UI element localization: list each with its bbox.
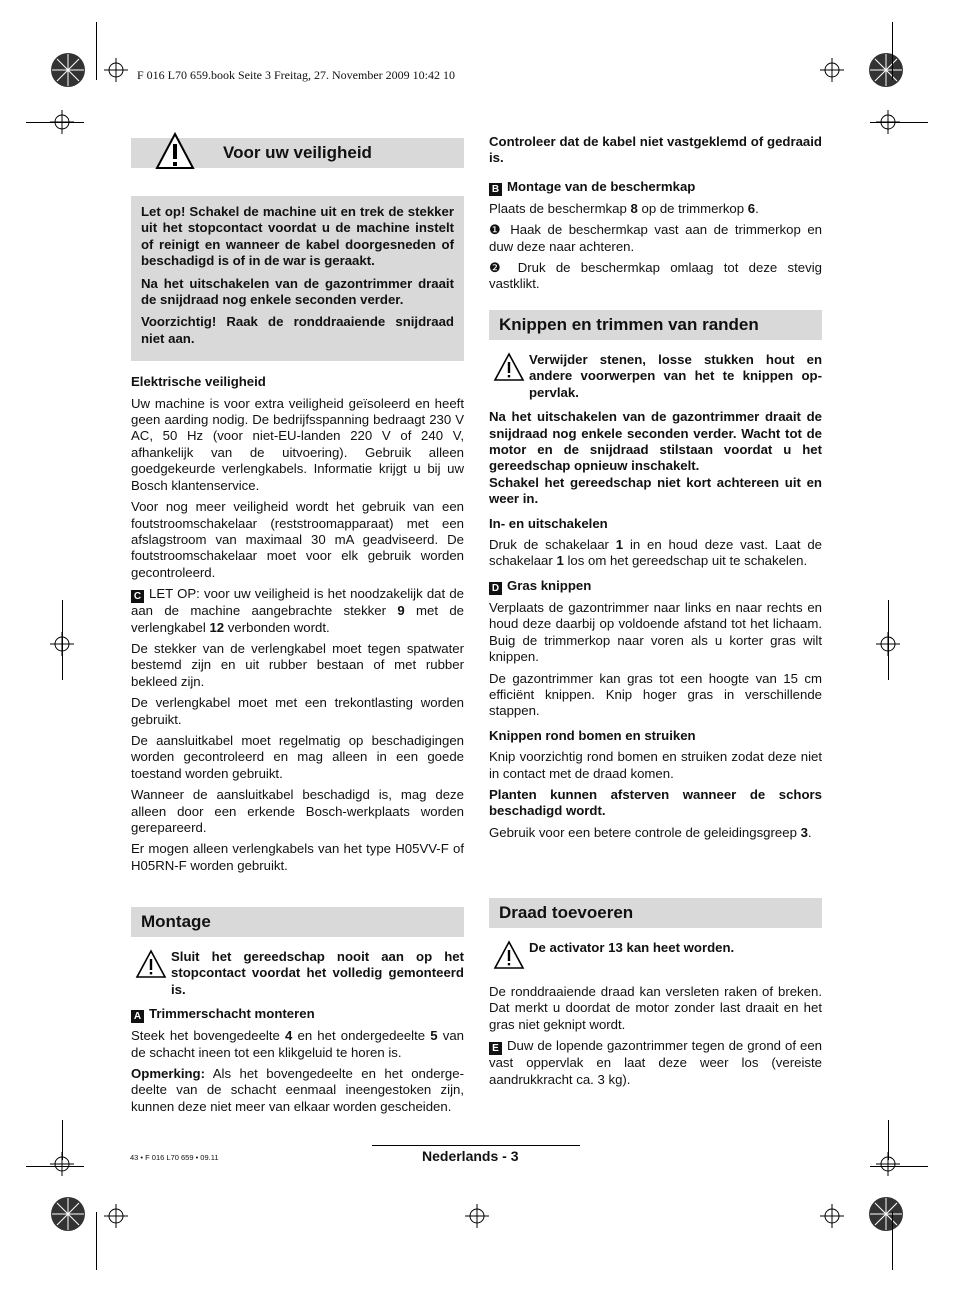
- warning-text: De activator 13 kan heet worden.: [529, 940, 735, 955]
- warning-row: [131, 949, 464, 998]
- paragraph: Druk de schakelaar 1 in en houd deze vast. Laat de schakelaar 1 los om het gereedschap uit te schakelen.: [489, 537, 822, 569]
- section-title: Draad toevoeren: [499, 903, 634, 922]
- figure-ref-badge: C: [131, 590, 144, 603]
- paragraph: ❶ Haak de beschermkap vast aan de trimmerkop en duw deze naar achteren.: [489, 222, 822, 254]
- right-column: [489, 134, 822, 298]
- crosshair-icon: [820, 58, 844, 82]
- paragraph: Opmerking: Als het bovengedeelte en het ondergedeelte van de schacht eenmaal ineengestoken zijn, kunnen deze niet meer van elkaar worden gescheiden.: [131, 1066, 464, 1114]
- footer-rule: [372, 1145, 580, 1146]
- crosshair-icon: [465, 1204, 489, 1228]
- warning-text: Sluit het gereedschap nooit aan op het stopcontact voordat het volledig gemonteerd is.: [171, 949, 464, 997]
- section-title: Montage: [141, 912, 211, 931]
- section-heading-safety: [131, 138, 464, 168]
- crosshair-icon: [820, 1204, 844, 1228]
- section-heading-feed: [489, 898, 822, 928]
- paragraph: Voor nog meer veiligheid wordt het gebruik van een foutstroomschakelaar (reststroomapparaat) met een afslagstroom van maximaal 30 mA geadviseerd. De foutstroomschakelaar moet voor elk gebruik worden gecontroleerd.: [131, 499, 464, 580]
- warning-triangle-icon: [155, 132, 195, 170]
- right-column-edges: [489, 310, 822, 846]
- warning-text: Voorzichtig! Raak de ronddraaiende snijdraad niet aan.: [141, 314, 454, 346]
- warning-text: Verwijder stenen, losse stukken hout en andere voorwerpen van het te knippen oppervlak.: [529, 352, 822, 400]
- paragraph: Uw machine is voor extra veiligheid geïsoleerd en heeft geen aarding nodig. De bedrijfsspanning bedraagt 230 V AC, 50 Hz (voor niet-EU-landen 220 V of 240 V, afhankelijk van de uitvoering). Gebruik alleen goedgekeurde verlengkabels. Informatie krijgt u bij uw Bosch klantenservice.: [131, 395, 464, 493]
- safety-warning-box: [131, 196, 464, 361]
- subheading: Knippen rond bomen en struiken: [489, 727, 696, 743]
- paragraph: E Duw de lopende gazontrimmer tegen de grond of een vast oppervlak en laat deze weer los (vereiste aandrukkracht ca. 3 kg).: [489, 1038, 822, 1087]
- paragraph: Verplaats de gazontrimmer naar links en naar rechts en houd deze daarbij op voldoende afstand tot het lichaam. Buig de trimmerkop naar voren als u korter gras wilt knippen.: [489, 599, 822, 665]
- section-heading-edges: [489, 310, 822, 340]
- paragraph: Knip voorzichtig rond bomen en struiken zodat deze niet in contact met de draad komen.: [489, 749, 822, 781]
- footer-page-label: Nederlands - 3: [422, 1148, 519, 1164]
- crosshair-icon: [104, 1204, 128, 1228]
- warning-row: [489, 940, 822, 970]
- bold-note: Schakel het gereedschap niet kort achtereen uit en weer in.: [489, 474, 822, 507]
- warning-triangle-icon: [489, 940, 529, 970]
- paragraph: Steek het bovengedeelte 4 en het ondergedeelte 5 van de schacht ineen tot een klikgeluid te horen is.: [131, 1028, 464, 1060]
- crosshair-icon: [104, 58, 128, 82]
- bold-note: Planten kunnen afsterven wanneer de schors beschadigd wordt.: [489, 786, 822, 819]
- paragraph: De aansluitkabel moet regelmatig op beschadigingen worden gecontroleerd en mag alleen in een goede toestand worden gebruikt.: [131, 732, 464, 781]
- subheading: D Gras knippen: [489, 578, 822, 595]
- bold-note: Controleer dat de kabel niet vastgeklemd of gedraaid is.: [489, 134, 822, 166]
- registration-mark-icon: [50, 52, 86, 88]
- print-header: F 016 L70 659.book Seite 3 Freitag, 27. November 2009 10:42 10: [137, 68, 455, 82]
- warning-text: Na het uitschakelen van de gazontrimmer draait de snijdraad nog enkele seconden verder.: [141, 275, 454, 308]
- subheading: B Montage van de beschermkap: [489, 179, 822, 196]
- paragraph: Wanneer de aansluitkabel beschadigd is, mag deze alleen door een erkende Bosch-werkplaats worden gerepareerd.: [131, 787, 464, 835]
- figure-ref-badge: A: [131, 1010, 144, 1023]
- paragraph: De ronddraaiende draad kan versleten raken of breken. Dat merkt u doordat de motor zonder last draait en het gras niet geknipt wordt.: [489, 984, 822, 1032]
- section-title: Knippen en trimmen van randen: [499, 315, 759, 334]
- subheading: In- en uitschakelen: [489, 515, 608, 531]
- registration-mark-icon: [50, 1196, 86, 1232]
- paragraph: ❷ Druk de beschermkap omlaag tot deze stevig vastklikt.: [489, 260, 822, 292]
- paragraph: De stekker van de verlengkabel moet tegen spatwater bestemd zijn en uit rubber bestaan of met rubber bekleed zijn.: [131, 640, 464, 689]
- warning-row: [489, 352, 822, 401]
- left-column-montage: [131, 907, 464, 1120]
- paragraph: C LET OP: voor uw veiligheid is het noodzakelijk dat de aan de machine aangebrachte stekker 9 met de verlengkabel 12 verbonden wordt.: [131, 586, 465, 635]
- section-title: Voor uw veiligheid: [223, 143, 372, 162]
- subheading: A Trimmerschacht monteren: [131, 1006, 464, 1023]
- warning-triangle-icon: [131, 949, 171, 979]
- paragraph: Plaats de beschermkap 8 op de trimmerkop 6.: [489, 200, 759, 216]
- figure-ref-badge: D: [489, 582, 502, 595]
- registration-mark-icon: [868, 1196, 904, 1232]
- registration-mark-icon: [868, 52, 904, 88]
- left-column: [131, 138, 464, 879]
- paragraph: De gazontrimmer kan gras tot een hoogte van 15 cm efficiënt knippen. Knip hoger gras in verschillende stappen.: [489, 670, 822, 719]
- subheading: Elektrische veiligheid: [131, 374, 266, 390]
- paragraph: Er mogen alleen verlengkabels van het type H05VV-F of H05RN-F worden gebruikt.: [131, 841, 464, 873]
- figure-ref-badge: B: [489, 183, 502, 196]
- paragraph: Gebruik voor een betere controle de geleidingsgreep 3.: [489, 824, 812, 840]
- warning-triangle-icon: [489, 352, 529, 382]
- bold-note: Na het uitschakelen van de gazontrimmer draait de snijdraad nog enkele seconden verder. Wacht tot de motor en de snijdraad stilstaan voordat u het gereedschap opnieuw inschakelt.: [489, 409, 822, 474]
- warning-text: Let op! Schakel de machine uit en trek de stekker uit het stopcontact voordat u de machine instelt of reinigt en wanneer de kabel doorgesneden of beschadigd is of in de war is geraakt.: [141, 204, 454, 269]
- figure-ref-badge: E: [489, 1042, 502, 1055]
- section-heading-montage: [131, 907, 464, 937]
- right-column-feed: [489, 898, 822, 1093]
- footer-code: 43 • F 016 L70 659 • 09.11: [130, 1153, 219, 1162]
- paragraph: De verlengkabel moet met een trekontlasting worden gebruikt.: [131, 695, 464, 727]
